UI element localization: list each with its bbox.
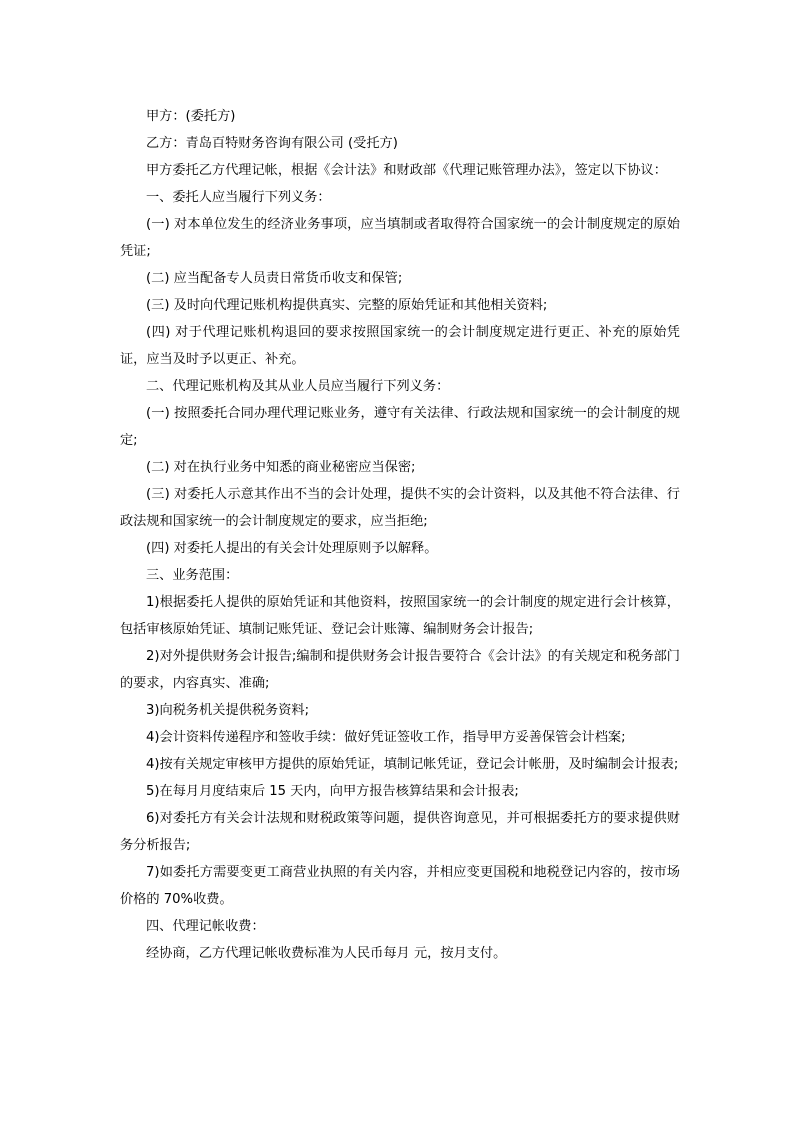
section-3-item-7: 7)如委托方需要变更工商营业执照的有关内容，并相应变更国税和地税登记内容的，按市场价格的 70%收费。: [120, 865, 680, 907]
section-3-item-1: 1)根据委托人提供的原始凭证和其他资料，按照国家统一的会计制度的规定进行会计核算，包括审核原始凭证、填制记账凭证、登记会计账簿、编制财务会计报告;: [120, 595, 680, 637]
section-3-item-6: 6)对委托方有关会计法规和财税政策等问题，提供咨询意见，并可根据委托方的要求提供财务分析报告;: [120, 811, 680, 853]
section-4-heading: 四、代理记帐收费：: [146, 919, 265, 934]
section-3-item-5: 5)在每月月度结束后 15 天内，向甲方报告核算结果和会计报表;: [146, 784, 519, 799]
section-3-heading: 三、业务范围：: [146, 568, 239, 583]
section-3-item-4b: 4)按有关规定审核甲方提供的原始凭证，填制记帐凭证，登记会计帐册，及时编制会计报表;: [146, 757, 679, 772]
document-body: [120, 103, 680, 967]
section-1-item-1: (一) 对本单位发生的经济业务事项，应当填制或者取得符合国家统一的会计制度规定的原始凭证;: [120, 217, 680, 259]
section-2-heading: 二、代理记账机构及其从业人员应当履行下列义务：: [146, 379, 450, 394]
section-3-item-4a: 4)会计资料传递程序和签收手续：做好凭证签收工作，指导甲方妥善保管会计档案;: [146, 730, 626, 745]
section-1-item-2: (二) 应当配备专人员责日常货币收支和保管;: [146, 271, 403, 286]
section-1-item-3: (三) 及时向代理记账机构提供真实、完整的原始凭证和其他相关资料;: [146, 298, 548, 313]
section-1-item-4: (四) 对于代理记账机构退回的要求按照国家统一的会计制度规定进行更正、补充的原始凭证，应当及时予以更正、补充。: [120, 325, 680, 367]
party-b-line: 乙方：青岛百特财务咨询有限公司 (受托方): [146, 136, 398, 151]
section-4-fee-line: 经协商，乙方代理记帐收费标准为人民币每月 元，按月支付。: [146, 946, 507, 961]
section-2-item-3: (三) 对委托人示意其作出不当的会计处理，提供不实的会计资料，以及其他不符合法律、行政法规和国家统一的会计制度规定的要求，应当拒绝;: [120, 487, 680, 529]
section-1-heading: 一、委托人应当履行下列义务：: [146, 190, 331, 205]
section-2-item-4: (四) 对委托人提出的有关会计处理原则予以解释。: [146, 541, 438, 556]
section-3-item-2: 2)对外提供财务会计报告;编制和提供财务会计报告要符合《会计法》的有关规定和税务部门的要求，内容真实、准确;: [120, 649, 680, 691]
section-2-item-2: (二) 对在执行业务中知悉的商业秘密应当保密;: [146, 460, 416, 475]
section-3-item-3: 3)向税务机关提供税务资料;: [146, 703, 310, 718]
section-2-item-1: (一) 按照委托合同办理代理记账业务，遵守有关法律、行政法规和国家统一的会计制度的规定;: [120, 406, 680, 448]
intro-paragraph: 甲方委托乙方代理记帐，根据《会计法》和财政部《代理记账管理办法》，签定以下协议：: [146, 163, 667, 178]
party-a-line: 甲方：(委托方): [146, 109, 236, 124]
